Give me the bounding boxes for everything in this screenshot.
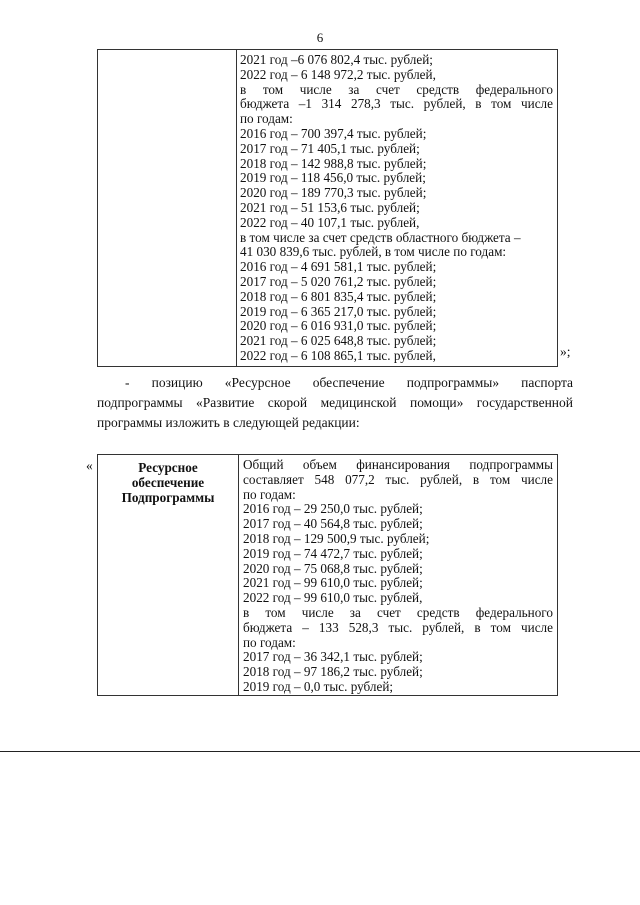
table-line: 2020 год – 189 770,3 тыс. рублей;	[240, 185, 427, 201]
heading-line: Ресурсное	[138, 460, 198, 475]
table-line: 2021 год –6 076 802,4 тыс. рублей;	[240, 52, 433, 67]
funding-table-continued	[97, 49, 558, 367]
table-line: бюджета –1 314 278,3 тыс. рублей, в том числе	[240, 96, 553, 112]
table-line: 2017 год – 5 020 761,2 тыс. рублей;	[240, 273, 437, 289]
page-number: 6	[316, 30, 324, 45]
table-right-cell	[239, 455, 557, 695]
table-line: 2022 год – 6 148 972,2 тыс. рублей,	[240, 66, 436, 82]
heading-line: Подпрограммы	[121, 490, 215, 505]
table-line: 2017 год – 71 405,1 тыс. рублей;	[240, 140, 420, 156]
table-line: 2022 год – 40 107,1 тыс. рублей,	[240, 214, 420, 230]
table-heading-cell	[98, 455, 239, 695]
table-line: 41 030 839,6 тыс. рублей, в том числе по годам:	[240, 244, 507, 260]
table-line: в том числе за счет средств федерального	[243, 604, 553, 620]
table-line: в том числе за счет средств областного бюджета –	[240, 229, 521, 245]
paragraph-line: программы изложить в следующей редакции:	[97, 415, 360, 430]
resource-provision-table	[97, 454, 558, 696]
table-line: 2016 год – 4 691 581,1 тыс. рублей;	[240, 259, 437, 275]
paragraph-line: подпрограммы «Развитие скорой медицинской помощи» государственной	[97, 395, 573, 410]
table-line: 2018 год – 142 988,8 тыс. рублей;	[240, 155, 427, 171]
table-line: бюджета – 133 528,3 тыс. рублей, в том числе	[243, 619, 553, 635]
table-line: 2020 год – 6 016 931,0 тыс. рублей;	[240, 318, 437, 334]
table-line: в том числе за счет средств федерального	[240, 81, 553, 97]
table-line: 2022 год – 6 108 865,1 тыс. рублей,	[240, 347, 436, 363]
table-line: по годам:	[240, 111, 293, 127]
table-line: 2018 год – 97 186,2 тыс. рублей;	[243, 664, 423, 680]
table-line: составляет 548 077,2 тыс. рублей, в том числе	[243, 471, 553, 487]
table-right-cell	[236, 50, 557, 366]
table-line: по годам:	[243, 486, 296, 502]
table-line: 2016 год – 29 250,0 тыс. рублей;	[243, 501, 423, 517]
instruction-paragraph	[97, 373, 573, 433]
closing-quote-mark: »;	[560, 344, 571, 359]
heading-line: обеспечение	[131, 475, 205, 490]
table-left-cell-empty	[98, 50, 237, 366]
table-line: 2019 год – 118 456,0 тыс. рублей;	[240, 170, 426, 186]
table-line: 2018 год – 129 500,9 тыс. рублей;	[243, 530, 430, 546]
table-line: 2022 год – 99 610,0 тыс. рублей,	[243, 590, 423, 606]
table-line: 2019 год – 0,0 тыс. рублей;	[243, 678, 394, 694]
table-line: 2021 год – 99 610,0 тыс. рублей;	[243, 575, 423, 591]
table-line: 2017 год – 40 564,8 тыс. рублей;	[243, 516, 423, 532]
footer-divider	[0, 751, 640, 752]
paragraph-line: - позицию «Ресурсное обеспечение подпрограммы» паспорта	[125, 375, 573, 390]
table-line: 2021 год – 51 153,6 тыс. рублей;	[240, 199, 420, 215]
opening-quote-mark: «	[86, 458, 93, 473]
table-line: Общий объем финансирования подпрограммы	[243, 457, 553, 472]
table-line: 2019 год – 74 472,7 тыс. рублей;	[243, 545, 423, 561]
table-line: 2019 год – 6 365 217,0 тыс. рублей;	[240, 303, 437, 319]
table-line: 2018 год – 6 801 835,4 тыс. рублей;	[240, 288, 437, 304]
table-line: 2016 год – 700 397,4 тыс. рублей;	[240, 125, 427, 141]
table-line: 2020 год – 75 068,8 тыс. рублей;	[243, 560, 423, 576]
table-line: 2021 год – 6 025 648,8 тыс. рублей;	[240, 333, 437, 349]
table-line: 2017 год – 36 342,1 тыс. рублей;	[243, 649, 423, 665]
table-line: по годам:	[243, 634, 296, 650]
